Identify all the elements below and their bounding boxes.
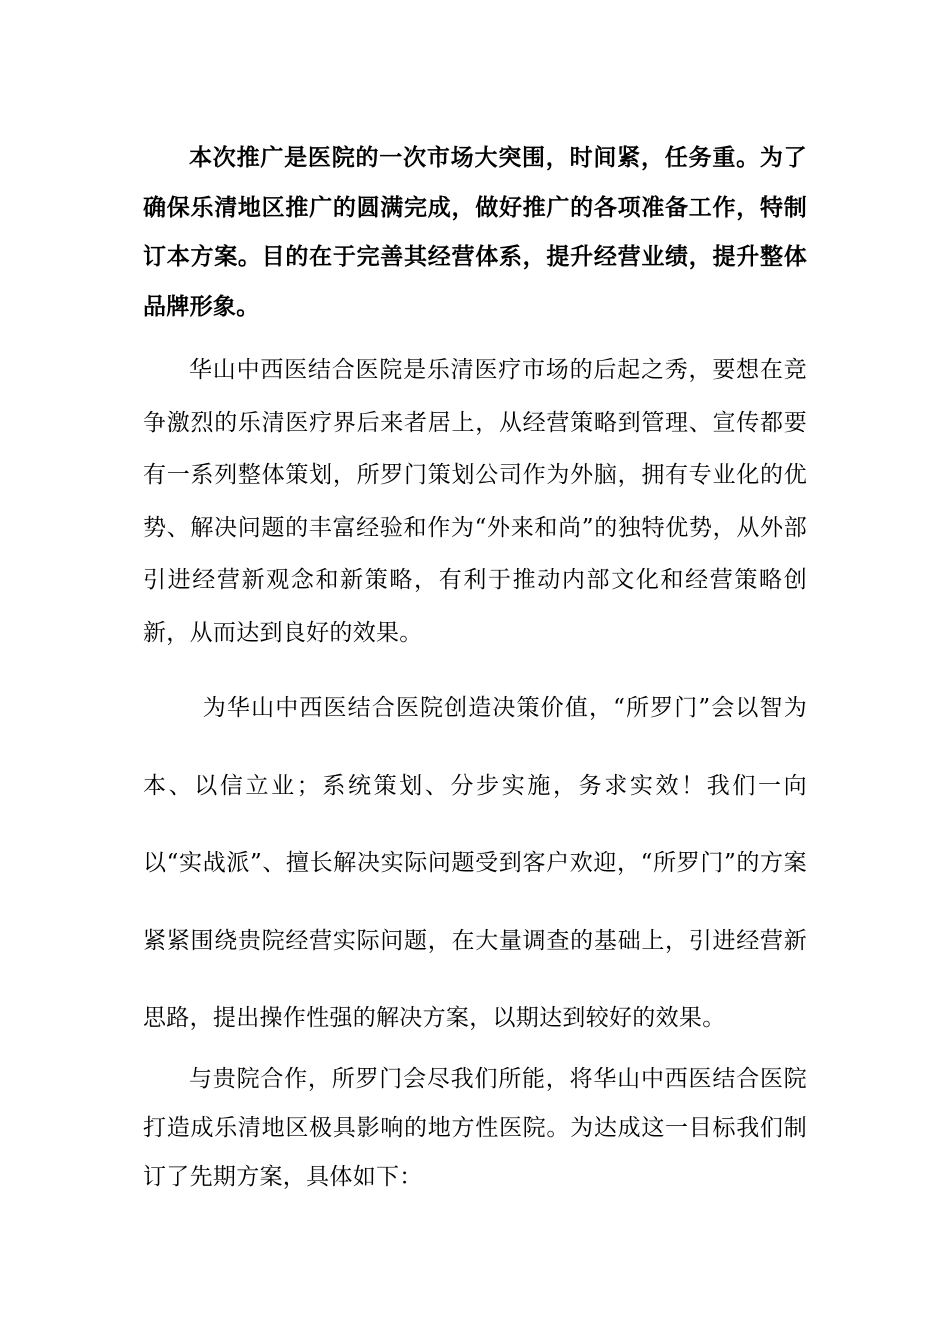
hospital-background-paragraph: 华山中西医结合医院是乐清医疗市场的后起之秀，要想在竞争激烈的乐清医疗界后来者居上，从经营策略到管理、宣传都要有一系列整体策划，所罗门策划公司作为外脑，拥有专业化的优势、解决问题的丰富经验和作为“外来和尚”的独特优势，从外部引进经营新观念和新策略，有利于推动内部文化和经营策略创新，从而达到良好的效果。 bbox=[143, 357, 807, 646]
cooperation-paragraph: 与贵院合作，所罗门会尽我们所能，将华山中西医结合医院打造成乐清地区极具影响的地方性医院。为达成这一目标我们制订了先期方案，具体如下： bbox=[143, 1066, 807, 1190]
intro-paragraph-bold: 本次推广是医院的一次市场大突围，时间紧，任务重。为了确保乐清地区推广的圆满完成，做好推广的各项准备工作，特制订本方案。目的在于完善其经营体系，提升经营业绩，提升整体品牌形象。 bbox=[143, 144, 807, 320]
solomon-value-paragraph: 为华山中西医结合医院创造决策价值，“所罗门”会以智为本、以信立业；系统策划、分步实施，务求实效！我们一向以“实战派”、擅长解决实际问题受到客户欢迎，“所罗门”的方案紧紧围绕贵院经营实际问题，在大量调查的基础上，引进经营新思路，提出操作性强的解决方案，以期达到较好的效果。 bbox=[143, 695, 807, 1031]
